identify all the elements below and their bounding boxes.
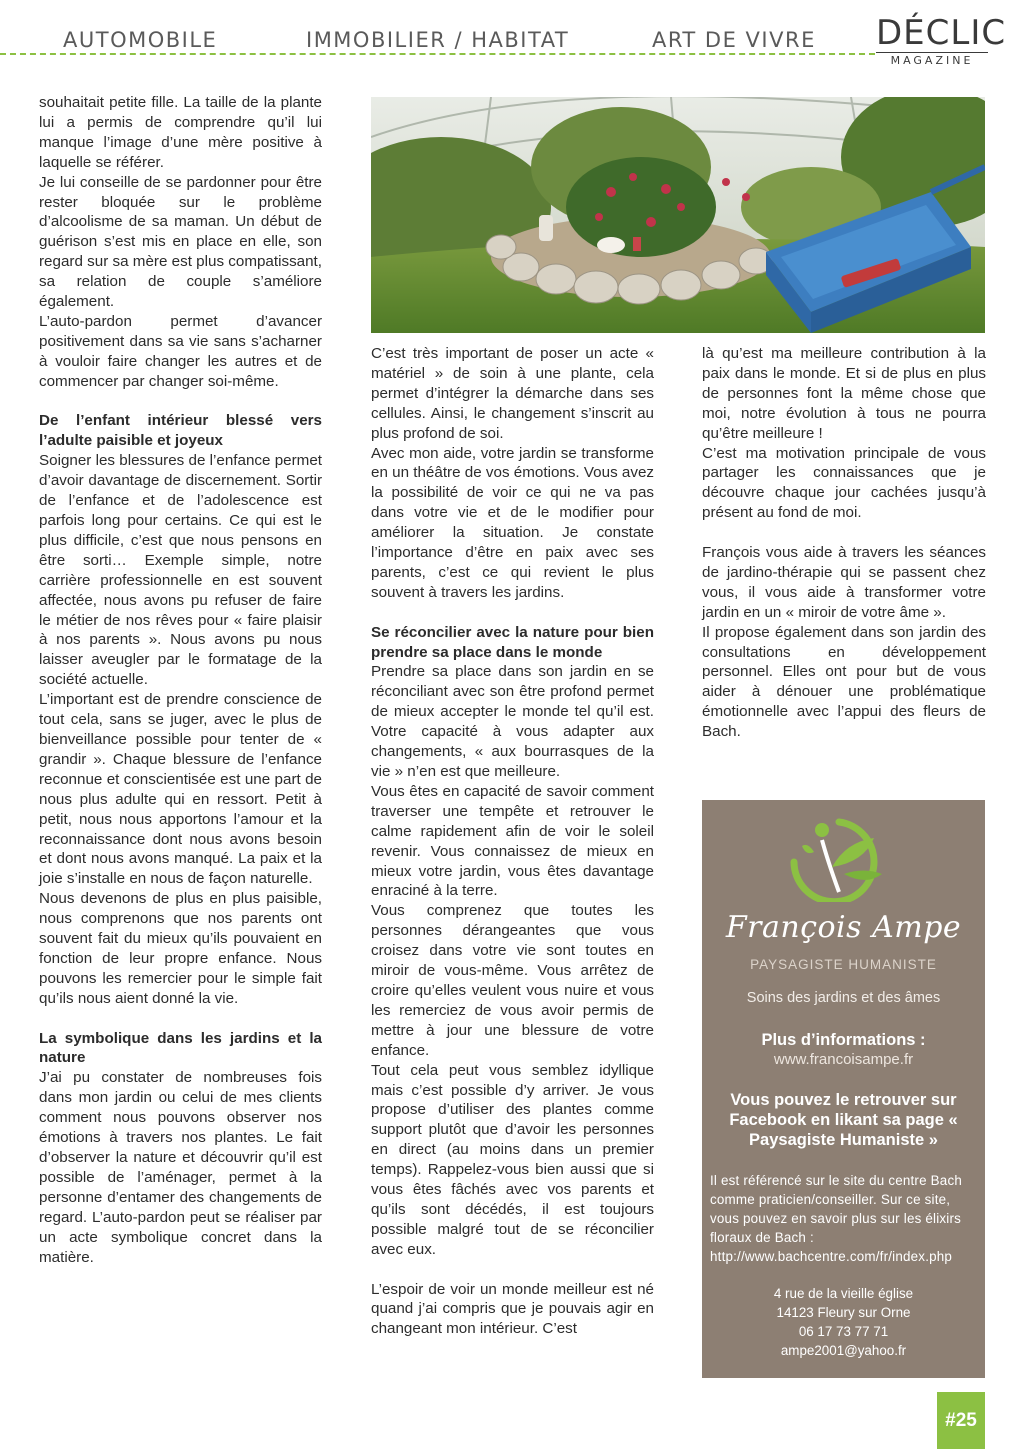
garden-photo bbox=[371, 97, 985, 333]
nav-art-de-vivre[interactable]: ART DE VIVRE bbox=[652, 28, 816, 52]
ad-bach-text: Il est référencé sur le site du centre Bach comme praticien/conseiller. Sur ce site, vous pouvez en savoir plus sur les élixirs floraux de Bach : http://www.bachcentre.com/fr/index.php bbox=[710, 1173, 962, 1264]
paragraph: Vous êtes en capacité de savoir comment traverser une tempête et retrouver le calme rapidement afin de voir le soleil revenir. Vous connaissez de mieux en mieux votre jardin, vous êtes davantage enraciné à la terre. bbox=[371, 782, 654, 900]
email-link[interactable]: ampe2001@yahoo.fr bbox=[780, 1343, 907, 1358]
address-line-2: 14123 Fleury sur Orne bbox=[776, 1305, 911, 1320]
paragraph: souhaitait petite fille. La taille de la plante lui a permis de comprendre qu’il lui manque l’image d’une mère positive à laquelle se référer. bbox=[39, 94, 322, 171]
paragraph: Vous comprenez que toutes les personnes dérangeantes que vous croisez dans votre vie sont toutes en miroir de vous-même. Vous arrêtez de croire qu’elles veulent vous nuire et vous les remerciez de vous avoir permis de mettre à jour une blessure de votre enfance. bbox=[371, 902, 654, 1059]
ad-tagline: Soins des jardins et des âmes bbox=[746, 990, 941, 1006]
paragraph: Soigner les blessures de l’enfance permet d’avoir davantage de discernement. Sortir de l’enfance et de l’adolescence est parfois long pour certains. Ce qui est le plus difficile, c’est que nous pensons en être sorti… Exemple simple, notre carrière professionnelle en est souvent affectée, nous avons pu refuser de faire le métier de nos rêves pour « faire plaisir à nos parents ». Nous avons pu nous laisser aveugler par le formatage de la société actuelle. bbox=[39, 452, 322, 689]
ad-role: PAYSAGISTE HUMANISTE bbox=[750, 957, 937, 972]
francois-ampe-ad bbox=[702, 800, 985, 1378]
article-column-1 bbox=[39, 93, 322, 1267]
paragraph: Nous devenons de plus en plus paisible, nous comprenons que nos parents ont souvent fait du mieux qu’ils pouvaient en fonction de leur propre enfance. Nous pouvons les remercier pour le simple fait qu’ils nous aient donné la vie. bbox=[39, 890, 322, 1007]
nav-immobilier-habitat[interactable]: IMMOBILIER / HABITAT bbox=[306, 28, 570, 52]
phone-number: 06 17 73 77 71 bbox=[798, 1324, 889, 1339]
sprout-logo-icon bbox=[784, 812, 894, 907]
ad-website-link[interactable]: www.francoisampe.fr bbox=[773, 1051, 914, 1068]
section-heading: De l’enfant intérieur blessé vers l’adulte paisible et joyeux bbox=[39, 412, 322, 450]
page-number: #25 bbox=[937, 1392, 985, 1449]
logo-main-text: DÉCLIC bbox=[876, 13, 1007, 53]
paragraph: L’auto-pardon permet d’avancer positivement dans sa vie sans s’acharner à vouloir faire changer les autres et de commencer par changer soi-même. bbox=[39, 312, 322, 390]
paragraph: L’important est de prendre conscience de tout cela, sans se juger, avec le plus de bienveillance possible pour tenter de « grandir ». Chaque blessure de l’enfance reconnue et conscientisée est une part de nous plus adulte qui en ressort. Petit à petit, nous nous apportons l’amour et la reconnaissance dont nous avons besoin et dont nous avons manqué. La paix et la joie s’installe en nous de façon naturelle. bbox=[39, 691, 322, 888]
declic-magazine-logo[interactable] bbox=[876, 13, 1007, 67]
paragraph: Tout cela peut vous semblez idyllique mais c’est possible d’y arriver. Je vous propose d’utiliser des plantes comme support plutôt que d’avoir les personnes en direct (au moins dans un premier temps). Rappelez-vous bien aussi que si vous êtes fâchés avec vos parents et qu’ils sont décédés, il est toujours possible malgré tout de se réconcilier avec eux. bbox=[371, 1061, 654, 1258]
logo-sub-text: MAGAZINE bbox=[876, 52, 988, 67]
paragraph: C’est ma motivation principale de vous partager les connaissances que je découvre chaque jour cachées jusqu’à présent au fond de moi. bbox=[702, 444, 986, 522]
article-column-2 bbox=[371, 344, 654, 1381]
paragraph: François vous aide à travers les séances de jardino-thérapie qui se passent chez vous, il vous aide à transformer votre jardin en un « miroir de votre âme ». bbox=[702, 544, 986, 621]
paragraph: Prendre sa place dans son jardin en se réconciliant avec son être profond permet de mieux accepter le monde tel qu’il est. Votre capacité à vous adapter aux changements, « aux bourrasques de la vie » n’en est que meilleure. bbox=[371, 663, 654, 781]
ad-more-info-label: Plus d’informations : bbox=[761, 1031, 926, 1049]
article-column-3 bbox=[702, 344, 986, 742]
paragraph: Je lui conseille de se pardonner pour être rester bloquée sur le problème d’alcoolisme de sa maman. Un début de guérison s’est mis en place en elle, son regard sur sa mère est plus compatissant, sa relation de couple s’améliore également. bbox=[39, 173, 322, 311]
paragraph: là qu’est ma meilleure contribution à la paix dans le monde. Et si de plus en plus de personnes font la même chose que moi, notre évolution à tous ne pourra qu’être meilleure ! bbox=[702, 345, 986, 442]
paragraph: Il propose également dans son jardin des consultations en développement personnel. Elles ont pour but de vous aider à dénouer une problématique émotionnelle avec l’appui des fleurs de Bach. bbox=[702, 623, 986, 741]
section-heading: Se réconcilier avec la nature pour bien prendre sa place dans le monde bbox=[371, 623, 654, 661]
header-dashed-rule bbox=[0, 53, 875, 55]
ad-name: François Ampe bbox=[725, 910, 962, 945]
paragraph: J’ai pu constater de nombreuses fois dans mon jardin ou celui de mes clients comment nous pouvons observer nos émotions à travers nos plantes. Le fait d’observer la nature et découvrir qu’il est possible de l’aménager, permet à la personne d’entamer des changements de regard. L’auto-pardon peut se réaliser par un acte symbolique concret dans la matière. bbox=[39, 1069, 322, 1266]
section-heading: La symbolique dans les jardins et la nature bbox=[39, 1029, 322, 1067]
ad-facebook-text: Vous pouvez le retrouver sur Facebook en likant sa page « Paysagiste Humaniste » bbox=[729, 1091, 958, 1149]
nav-automobile[interactable]: AUTOMOBILE bbox=[63, 28, 218, 52]
address-line-1: 4 rue de la vieille église bbox=[773, 1286, 914, 1301]
paragraph: C’est très important de poser un acte « matériel » de soin à une plante, cela permet d’intégrer la démarche dans ses cellules. Ainsi, le changement s’inscrit au plus profond de soi. bbox=[371, 345, 654, 442]
ad-contact bbox=[702, 1284, 985, 1360]
paragraph: Avec mon aide, votre jardin se transforme en un théâtre de vos émotions. Vous avez la possibilité de voir ce qui ne va pas dans votre vie et de le modifier pour améliorer la situation. Je constate l’importance d’être en paix avec ses parents, c’est ce qui revient le plus souvent à travers les jardins. bbox=[371, 444, 654, 601]
paragraph: L’espoir de voir un monde meilleur est né quand j’ai compris que je pouvais agir en changeant mon intérieur. C’est bbox=[371, 1280, 654, 1338]
